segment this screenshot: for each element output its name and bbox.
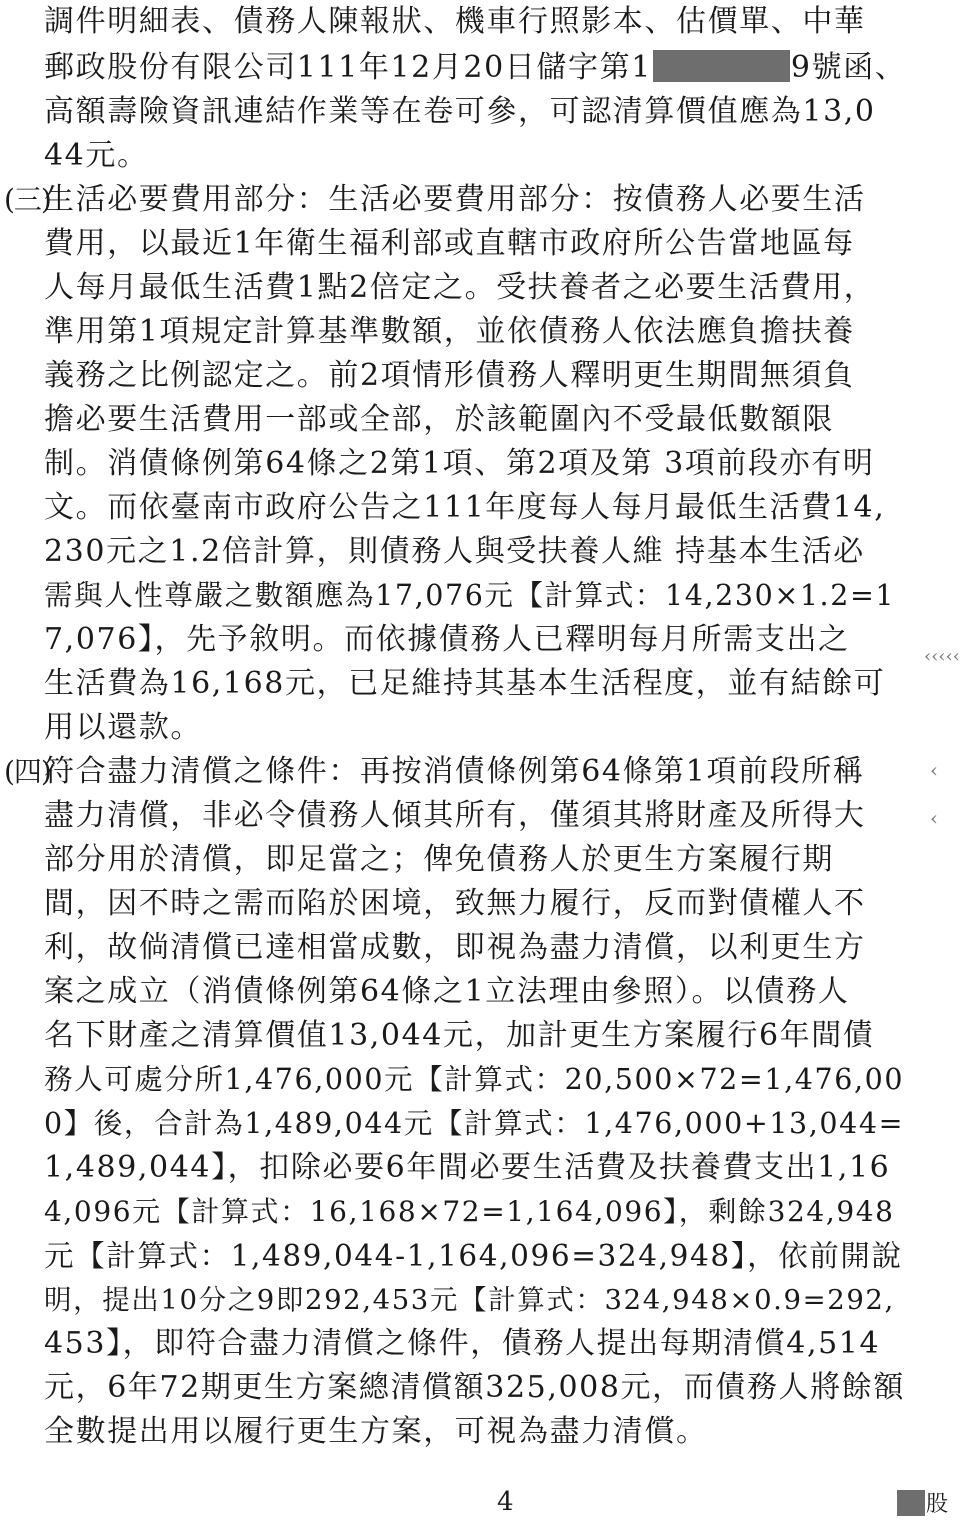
stamp-suffix: 股 — [926, 1492, 949, 1517]
text-line-2 — [44, 46, 906, 90]
item-number-4: (四) — [4, 755, 51, 788]
redaction-block — [653, 50, 790, 82]
text-line-25: 務人可處分所1,476,000元【計算式：20,500×72=1,476,00 — [44, 1063, 905, 1096]
margin-tick-a: ‹ — [930, 758, 938, 782]
text-line-10: 擔必要生活費用一部或全部，於該範圍內不受最低數額限 — [44, 402, 834, 437]
item-number-3: (三) — [4, 183, 51, 216]
text-line-13: 230元之1.2倍計算，則債務人與受扶養人維 持基本生活必 — [44, 534, 865, 569]
text-line-26: 0】後，合計為1,489,044元【計算式：1,476,000+13,044= — [44, 1107, 905, 1140]
text-line-32: 元，6年72期更生方案總清償額325,008元，而債務人將餘額 — [44, 1370, 905, 1405]
text-line-3: 高額壽險資訊連結作業等在卷可參，可認清算價值應為13,0 — [44, 94, 876, 129]
text-line-27: 1,489,044】，扣除必要6年間必要生活費及扶養費支出1,16 — [44, 1150, 891, 1185]
text-line-8: 準用第1項規定計算基準數額，並依債務人依法應負擔扶養 — [44, 314, 855, 349]
text-line-24: 名下財產之清算價值13,044元，加計更生方案履行6年間債 — [44, 1018, 875, 1053]
margin-tick-b: ‹ — [930, 806, 938, 830]
text-line-31: 453】，即符合盡力清償之條件，債務人提出每期清償4,514 — [44, 1326, 881, 1361]
page-number: 4 — [497, 1487, 514, 1517]
text-line-22: 利，故倘清償已達相當成數，即視為盡力清償，以利更生方 — [44, 930, 866, 965]
text-line-2-end: 9號函、 — [790, 50, 907, 85]
text-line-14: 需與人性尊嚴之數額應為17,076元【計算式：14,230×1.2=1 — [44, 579, 896, 612]
text-line-18: 符合盡力清償之條件：再按消債條例第64條第1項前段所稱 — [44, 754, 865, 789]
text-line-17: 用以還款。 — [44, 710, 202, 745]
text-line-33: 全數提出用以履行更生方案，可視為盡力清償。 — [44, 1414, 708, 1449]
text-line-12: 文。而依臺南市政府公告之111年度每人每月最低生活費14, — [44, 490, 886, 525]
text-line-15: 7,076】，先予敘明。而依據債務人已釋明每月所需支出之 — [44, 622, 850, 657]
division-stamp — [897, 1490, 948, 1520]
text-line-20: 部分用於清償，即足當之；俾免債務人於更生方案履行期 — [44, 842, 834, 877]
text-line-7: 人每月最低生活費1點2倍定之。受扶養者之必要生活費用， — [44, 270, 876, 305]
text-line-30: 明，提出10分之9即292,453元【計算式：324,948×0.9=292, — [44, 1284, 895, 1316]
text-line-2-start: 郵政股份有限公司111年12月20日儲字第1 — [44, 50, 652, 85]
text-line-23: 案之成立（消債條例第64條之1立法理由參照）。以債務人 — [44, 974, 850, 1009]
text-line-9: 義務之比例認定之。前2項情形債務人釋明更生期間無須負 — [44, 358, 855, 393]
stamp-redaction — [897, 1490, 925, 1516]
text-line-5: 生活必要費用部分：生活必要費用部分：按債務人必要生活 — [44, 182, 866, 217]
text-line-6: 費用，以最近1年衛生福利部或直轄市政府所公告當地區每 — [44, 226, 855, 261]
text-line-19: 盡力清償，非必令債務人傾其所有，僅須其將財產及所得大 — [44, 798, 866, 833]
text-line-21: 間，因不時之需而陷於困境，致無力履行，反而對債權人不 — [44, 886, 866, 921]
text-line-16: 生活費為16,168元，已足維持其基本生活程度，並有結餘可 — [44, 666, 886, 701]
text-line-4: 44元。 — [44, 138, 149, 173]
text-line-28: 4,096元【計算式：16,168×72=1,164,096】，剩餘324,948 — [44, 1195, 895, 1228]
text-line-29: 元【計算式：1,489,044-1,164,096=324,948】，依前開說 — [44, 1239, 903, 1273]
text-line-1: 調件明細表、債務人陳報狀、機車行照影本、估價單、中華 — [44, 4, 866, 39]
margin-marks: ‹‹‹‹‹ — [924, 646, 960, 667]
text-line-11: 制。消債條例第64條之2第1項、第2項及第 3項前段亦有明 — [44, 446, 875, 481]
